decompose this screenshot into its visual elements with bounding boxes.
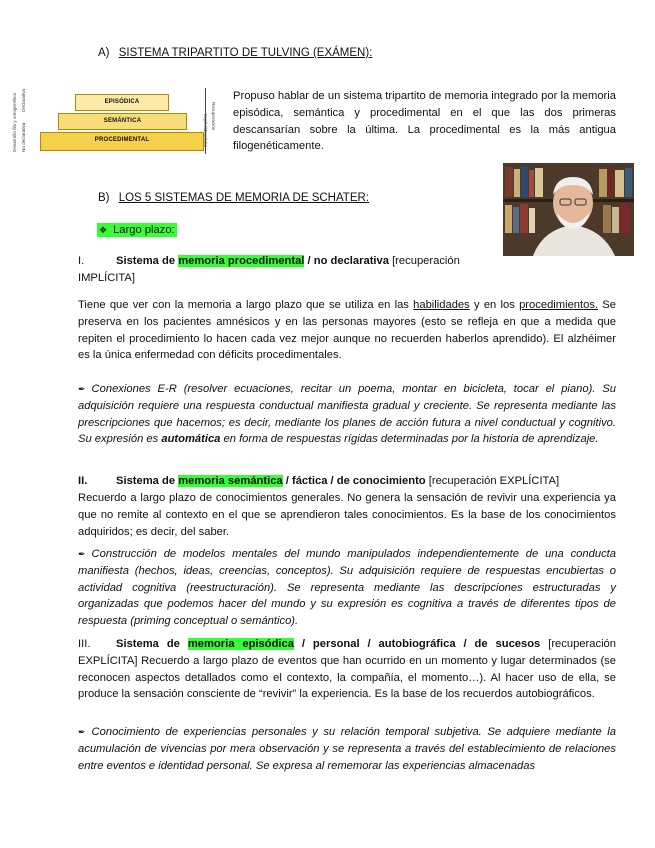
system-3-note — [78, 724, 616, 774]
system-1-retrieval: [recuperación IMPLÍCITA] — [78, 255, 460, 284]
diamond-bullet-icon: ❖ — [99, 225, 108, 235]
tulving-pyramid — [8, 80, 223, 160]
largo-plazo-text: Largo plazo: — [113, 224, 175, 236]
system-1-heading — [78, 253, 496, 287]
schacter-portrait-image — [503, 163, 634, 256]
system-2-note-text: Construcción de modelos mentales del mundo manipulados independientemente de una conducta manifiesta (hechos, ideas, creencias, conceptos). Su adquisición requiere de respuestas encubiertas o actividad cognitiva (reestructuración). Se representa mediante las descripciones estructuradas y organizadas que podemos hacer del mundo y su expresión es cognitiva a través de diferentes tipos de respuesta (priming conceptual o semántico). — [78, 548, 616, 628]
system-1-highlight: memoria procedimental — [178, 255, 305, 267]
pyramid-level-semantica: SEMÁNTICA — [58, 113, 187, 130]
system-1-habilidades: habilidades — [413, 299, 470, 311]
system-1-text-c: Se preserva en los pacientes amnésicos y en las personas mayores (esto se refleja en que a medida que repiten el procedimiento lo hacen cada vez mejor aunque no recuerden haberlos aprendido). El alzhéimer es la única enfermedad con déficits procedimentales. — [78, 299, 616, 362]
pyramid-left-label-1: Desarrollo filo y ontogenético — [12, 92, 17, 152]
note-bullet-icon: ✒ — [78, 549, 86, 559]
system-2-title-a: Sistema de — [116, 475, 179, 487]
system-1-text-b: y en los — [469, 299, 520, 311]
system-2-paragraph: Recuerdo a largo plazo de conocimientos generales. No genera la sensación de revivir una experiencia ya que no remite al contexto en el que se aprendieron tales conocimientos. Es la base de los conocimientos adquiridos; es decir, del saber. — [78, 492, 616, 538]
section-b-heading — [98, 192, 369, 204]
tulving-paragraph: Propuso hablar de un sistema tripartito de memoria integrado por la memoria episódica, semántica y procedimental en el que las dos primeras descansarían sobre la última. La procedimental es la más antigua filogenéticamente. — [233, 90, 616, 153]
portrait-illustration — [503, 163, 634, 256]
pyramid-level-episodica: EPISÓDICA — [75, 94, 169, 111]
system-3-paragraph: Recuerdo a largo plazo de eventos que han ocurrido en un momento y lugar determinados (se reconocen aspectos detallados como el contexto, la compañía, el momento…). Al hacer uso de ella, se produce la sensación consciente de “revivir” la experiencia. Es la base de los recuerdos autobiográficos. — [78, 654, 616, 701]
system-3-title-b: / personal / autobiográfica / de sucesos — [293, 638, 549, 650]
system-2-highlight: memoria semántica — [178, 475, 283, 487]
system-2-number: II. — [78, 475, 88, 487]
system-1-title-a: Sistema de — [116, 255, 179, 267]
system-3-highlight: memoria episódica — [187, 638, 294, 650]
note-bullet-icon: ✒ — [78, 384, 86, 394]
system-1-number: I. — [78, 255, 85, 267]
system-2-retrieval: [recuperación EXPLÍCITA] — [428, 475, 560, 487]
system-3-note-text: Conocimiento de experiencias personales y su relación temporal subjetiva. Se adquiere mediante la acumulación de vivencias por mera observación y se representa a través del establecimiento de relaciones entre eventos e identidad personal. Se expresa al rememorar las experiencias almacenadas — [78, 726, 616, 772]
system-1-procedimientos: procedimientos. — [519, 299, 599, 311]
system-3-number: III. — [78, 638, 91, 650]
pyramid-level-procedimental: PROCEDIMENTAL — [40, 132, 204, 151]
system-2-title-b: / fáctica / de conocimiento — [282, 475, 429, 487]
section-b-letter: B) — [98, 192, 110, 204]
section-b-title: LOS 5 SISTEMAS DE MEMORIA DE SCHATER: — [118, 192, 369, 204]
system-3-block — [78, 636, 616, 703]
system-1-note-c: en forma de respuestas rígidas determinadas por la historia de aprendizaje. — [220, 433, 599, 446]
note-bullet-icon: ✒ — [78, 727, 86, 737]
system-1-note-bold: automática — [161, 433, 221, 446]
system-1-title-b: / no declarativa — [304, 255, 393, 267]
pyramid-left-label-3: Declarativa — [21, 89, 26, 112]
system-2-heading — [78, 473, 616, 490]
pyramid-right-label-3: Implícita — [203, 130, 208, 148]
system-3-retrieval: [recuperación EXPLÍCITA] — [78, 638, 617, 667]
section-a-letter: A) — [98, 47, 110, 59]
system-3-title-a: Sistema de — [116, 638, 188, 650]
pyramid-right-label-1: Explícita — [203, 114, 208, 132]
largo-plazo-label — [97, 223, 177, 237]
pyramid-right-label-2: Recuperación — [211, 102, 216, 131]
system-1-note — [78, 381, 616, 448]
system-1-paragraph — [78, 297, 616, 364]
system-1-text-a: Tiene que ver con la memoria a largo plazo que se utiliza en las — [78, 299, 414, 311]
section-a-heading — [98, 47, 372, 59]
system-1-note-a: Conexiones E-R (resolver ecuaciones, recitar un poema, montar en bicicleta, tocar el piano). Su adquisición requiere una respuesta conductual manifiesta gradual y creciente. Se representa mediante las prescripciones que hacemos; es decir, mediante los planes de acción futura a nivel conductual y cognitivo. Su expresión es — [78, 383, 616, 446]
system-2-note — [78, 546, 616, 630]
pyramid-left-label-2: No declarativa — [21, 122, 26, 152]
section-a-title: SISTEMA TRIPARTITO DE TULVING (EXÁMEN): — [118, 47, 373, 59]
